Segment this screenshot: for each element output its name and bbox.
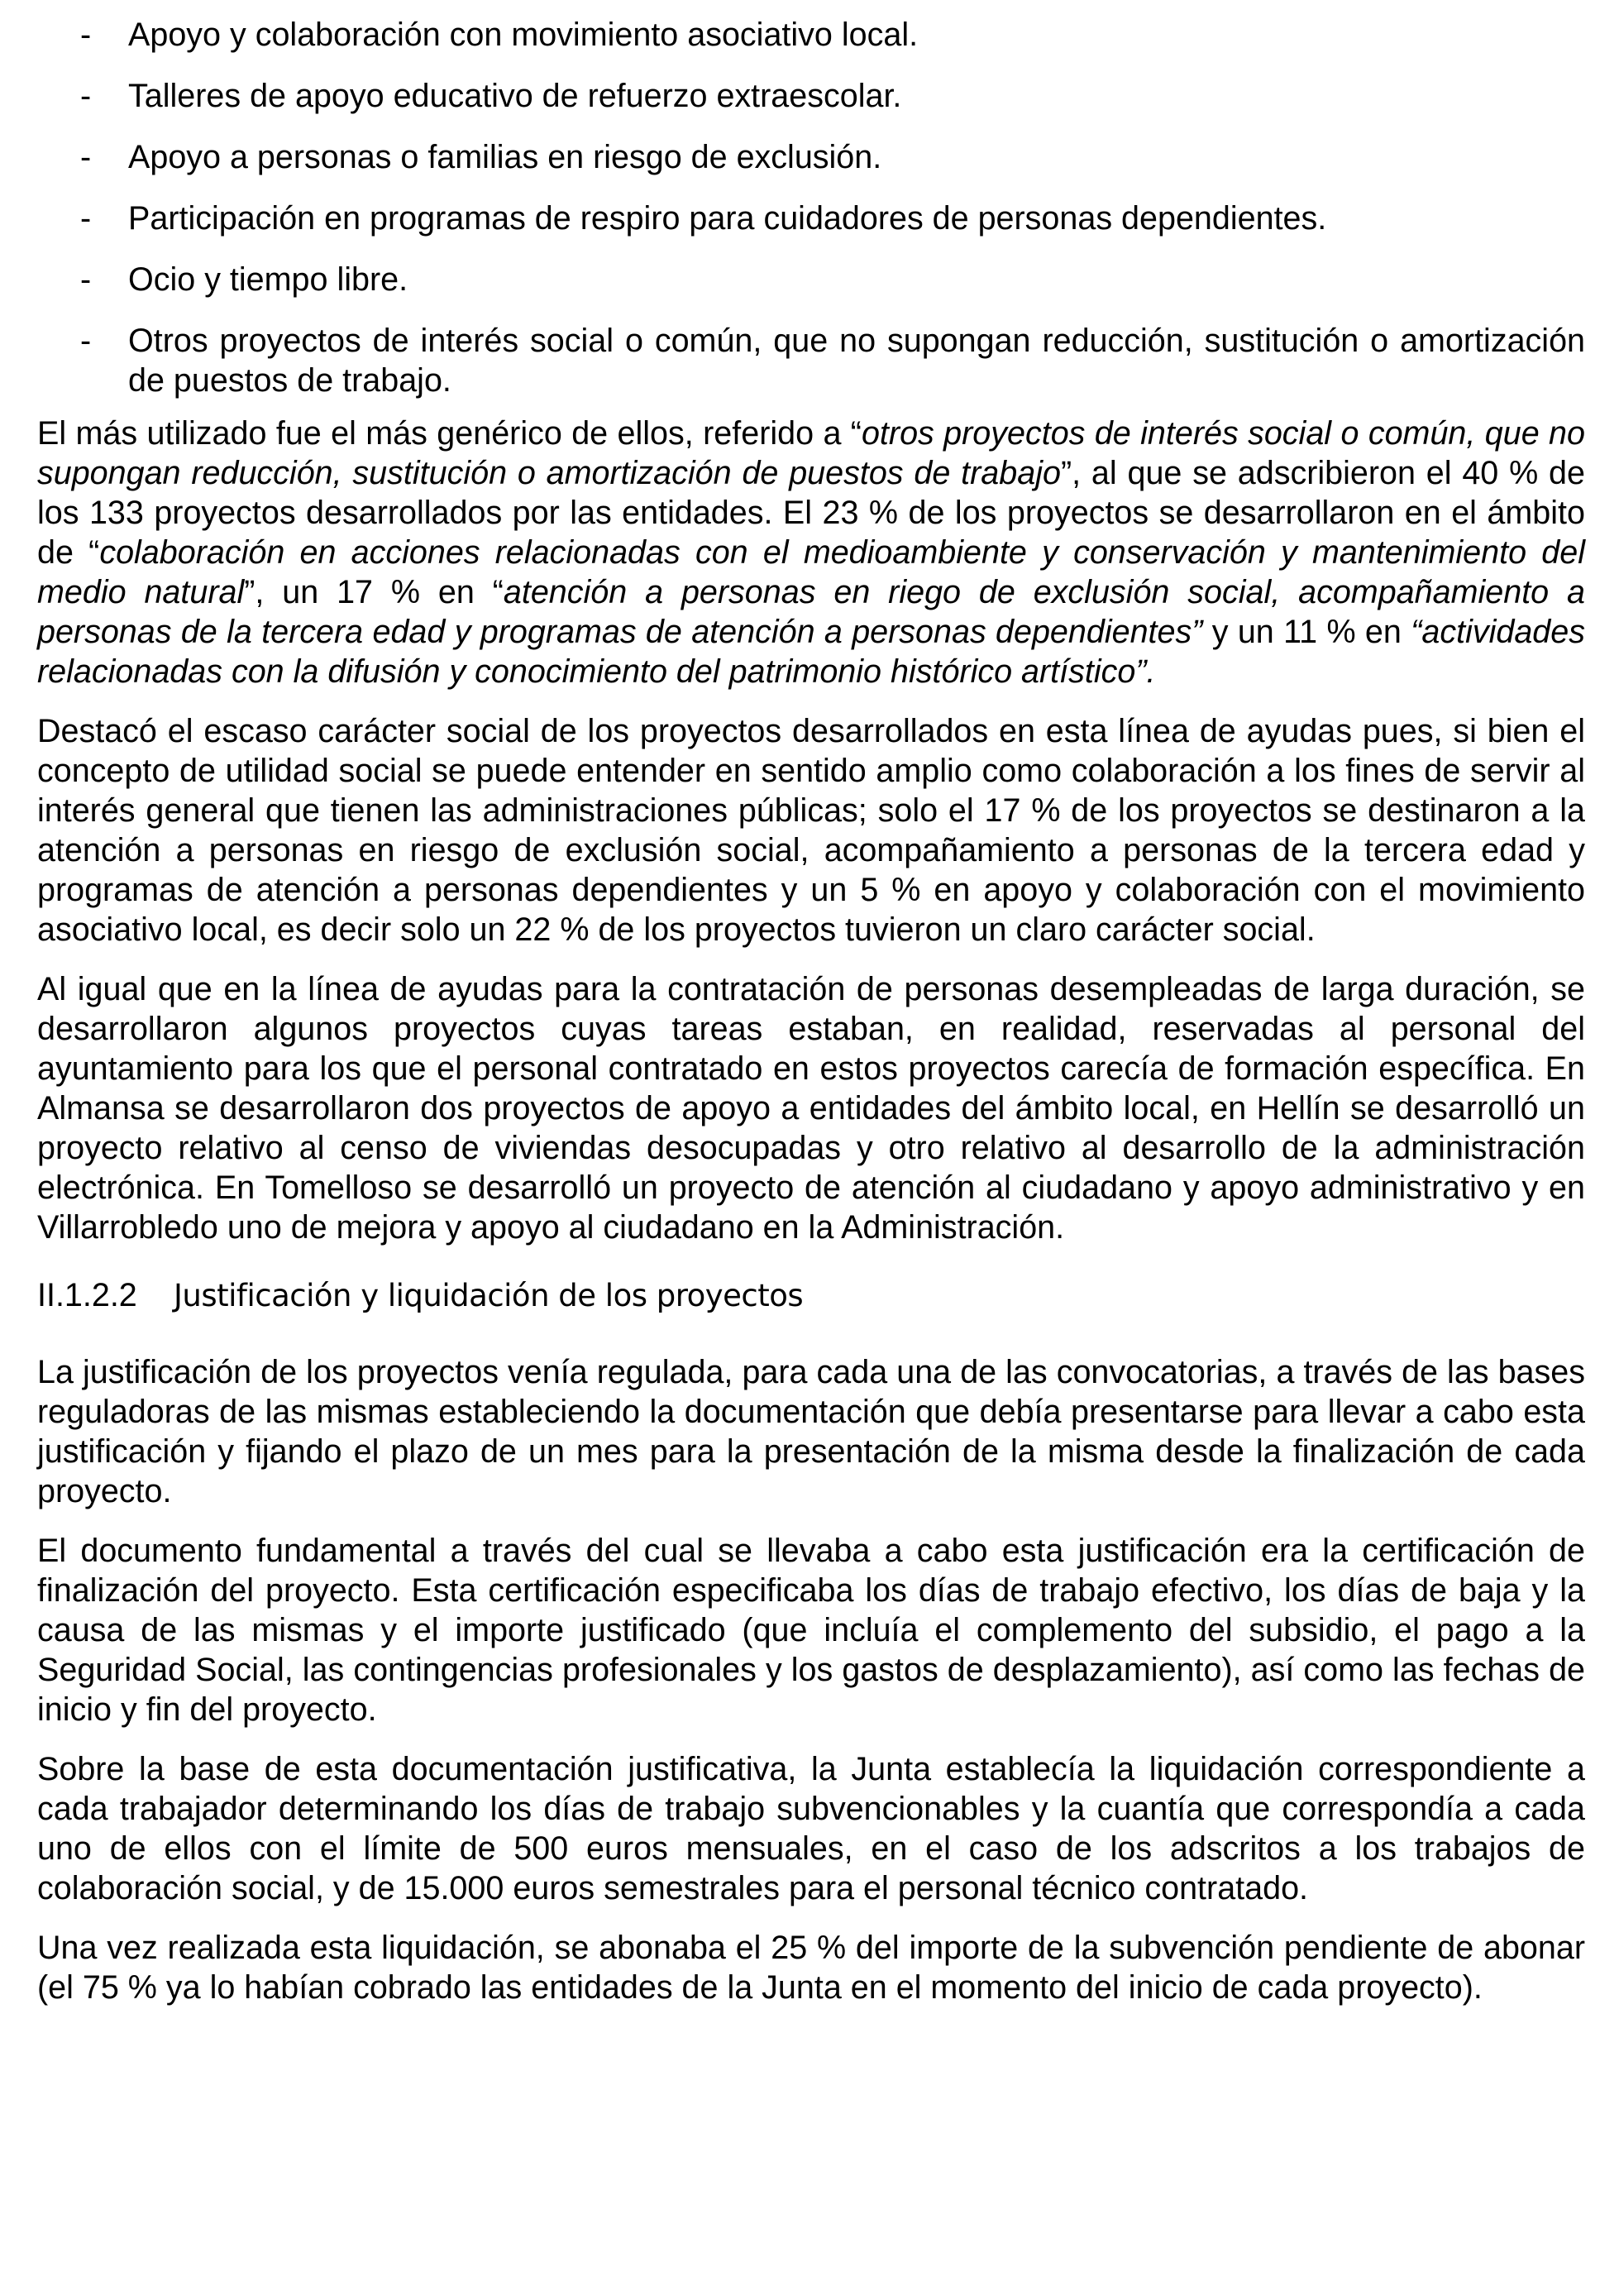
list-item-text: Ocio y tiempo libre.	[128, 261, 408, 298]
paragraph-certification: El documento fundamental a través del cual se llevaba a cabo esta justificación era la certificación de finalización del proyecto. Esta certificación especificaba los días de trabajo efectivo, los días de baja y la causa de las mismas y el importe justificado (que incluía el complemento del subsidio, el pago a la Seguridad Social, las contingencias profesionales y los gastos de desplazamiento), así como las fechas de inicio y fin del proyecto.	[37, 1533, 1585, 1728]
paragraph-liquidation: Sobre la base de esta documentación justificativa, la Junta establecía la liquidación correspondiente a cada trabajador determinando los días de trabajo subvencionables y la cuantía que correspondía a cada uno de ellos con el límite de 500 euros mensuales, en el caso de los adscritos a los trabajos de colaboración social, y de 15.000 euros semestrales para el personal técnico contratado.	[37, 1751, 1585, 1906]
list-item-text: Apoyo a personas o familias en riesgo de exclusión.	[128, 139, 882, 175]
project-type-list	[37, 15, 1585, 400]
text-run: y un 11 % en	[1202, 614, 1411, 650]
list-item-text: Apoyo y colaboración con movimiento asociativo local.	[128, 17, 919, 53]
list-item-text: Participación en programas de respiro para cuidadores de personas dependientes.	[128, 200, 1327, 237]
list-item	[37, 76, 1585, 116]
list-item-text: Otros proyectos de interés social o común, que no supongan reducción, sustitución o amortización de puestos de trabajo.	[128, 323, 1585, 399]
dash-marker: -	[80, 261, 92, 298]
document-body	[37, 15, 1585, 2027]
text-run: El más utilizado fue el más genérico de ellos, referido a “	[37, 415, 862, 452]
section-heading	[37, 1275, 1585, 1316]
paragraph-payment: Una vez realizada esta liquidación, se abonaba el 25 % del importe de la subvención pendiente de abonar (el 75 % ya lo habían cobrado las entidades de la Junta en el momento del inicio de cada proyecto).	[37, 1930, 1585, 2006]
list-item	[37, 260, 1585, 299]
list-item-text: Talleres de apoyo educativo de refuerzo extraescolar.	[128, 78, 902, 114]
dash-marker: -	[80, 200, 92, 237]
paragraph-justification-regulation: La justificación de los proyectos venía regulada, para cada una de las convocatorias, a través de las bases reguladoras de las mismas estableciendo la documentación que debía presentarse para llevar a cabo esta justificación y fijando el plazo de un mes para la presentación de la misma desde la finalización de cada proyecto.	[37, 1354, 1585, 1509]
section-number: II.1.2.2	[37, 1277, 137, 1313]
list-item	[37, 15, 1585, 55]
section-title: Justificación y liquidación de los proyectos	[174, 1278, 804, 1313]
dash-marker: -	[80, 139, 92, 175]
text-run: ”, al que se adscribieron el 40 % de los 133 proyectos desarrollados por las entidades. El 23 % de los proyectos se desarrollaron en el ámbito de “	[37, 455, 1585, 571]
list-item	[37, 199, 1585, 238]
dash-marker: -	[80, 323, 92, 359]
list-item	[37, 321, 1585, 400]
dash-marker: -	[80, 78, 92, 114]
paragraph-reserved-tasks: Al igual que en la línea de ayudas para la contratación de personas desempleadas de larga duración, se desarrollaron algunos proyectos cuyas tareas estaban, en realidad, reservadas al personal del ayuntamiento para los que el personal contratado en estos proyectos carecía de formación específica. En Almansa se desarrollaron dos proyectos de apoyo a entidades del ámbito local, en Hellín se desarrolló un proyecto relativo al censo de viviendas desocupadas y otro relativo al desarrollo de la administración electrónica. En Tomelloso se desarrolló un proyecto de atención al ciudadano y apoyo administrativo y en Villarrobledo uno de mejora y apoyo al ciudadano en la Administración.	[37, 971, 1585, 1246]
italic-quote: colaboración en acciones relacionadas con el medioambiente y conservación y mantenimiento del medio natural	[37, 534, 1585, 610]
italic-quote: “actividades relacionadas con la difusión y conocimiento del patrimonio histórico artístico”.	[37, 614, 1585, 690]
italic-quote: atención a personas en riego de exclusión social, acompañamiento a personas de la tercera edad y programas de atención a personas dependientes”	[37, 574, 1585, 650]
italic-quote: otros proyectos de interés social o común, que no supongan reducción, sustitución o amortización de puestos de trabajo	[37, 415, 1585, 491]
list-item	[37, 137, 1585, 177]
text-run: ”, un 17 % en “	[244, 574, 504, 610]
paragraph-most-used-category	[37, 414, 1585, 691]
dash-marker: -	[80, 17, 92, 53]
paragraph-social-character: Destacó el escaso carácter social de los proyectos desarrollados en esta línea de ayudas pues, si bien el concepto de utilidad social se puede entender en sentido amplio como colaboración a los fines de servir al interés general que tienen las administraciones públicas; solo el 17 % de los proyectos se destinaron a la atención a personas en riesgo de exclusión social, acompañamiento a personas de la tercera edad y programas de atención a personas dependientes y un 5 % en apoyo y colaboración con el movimiento asociativo local, es decir solo un 22 % de los proyectos tuvieron un claro carácter social.	[37, 713, 1585, 948]
